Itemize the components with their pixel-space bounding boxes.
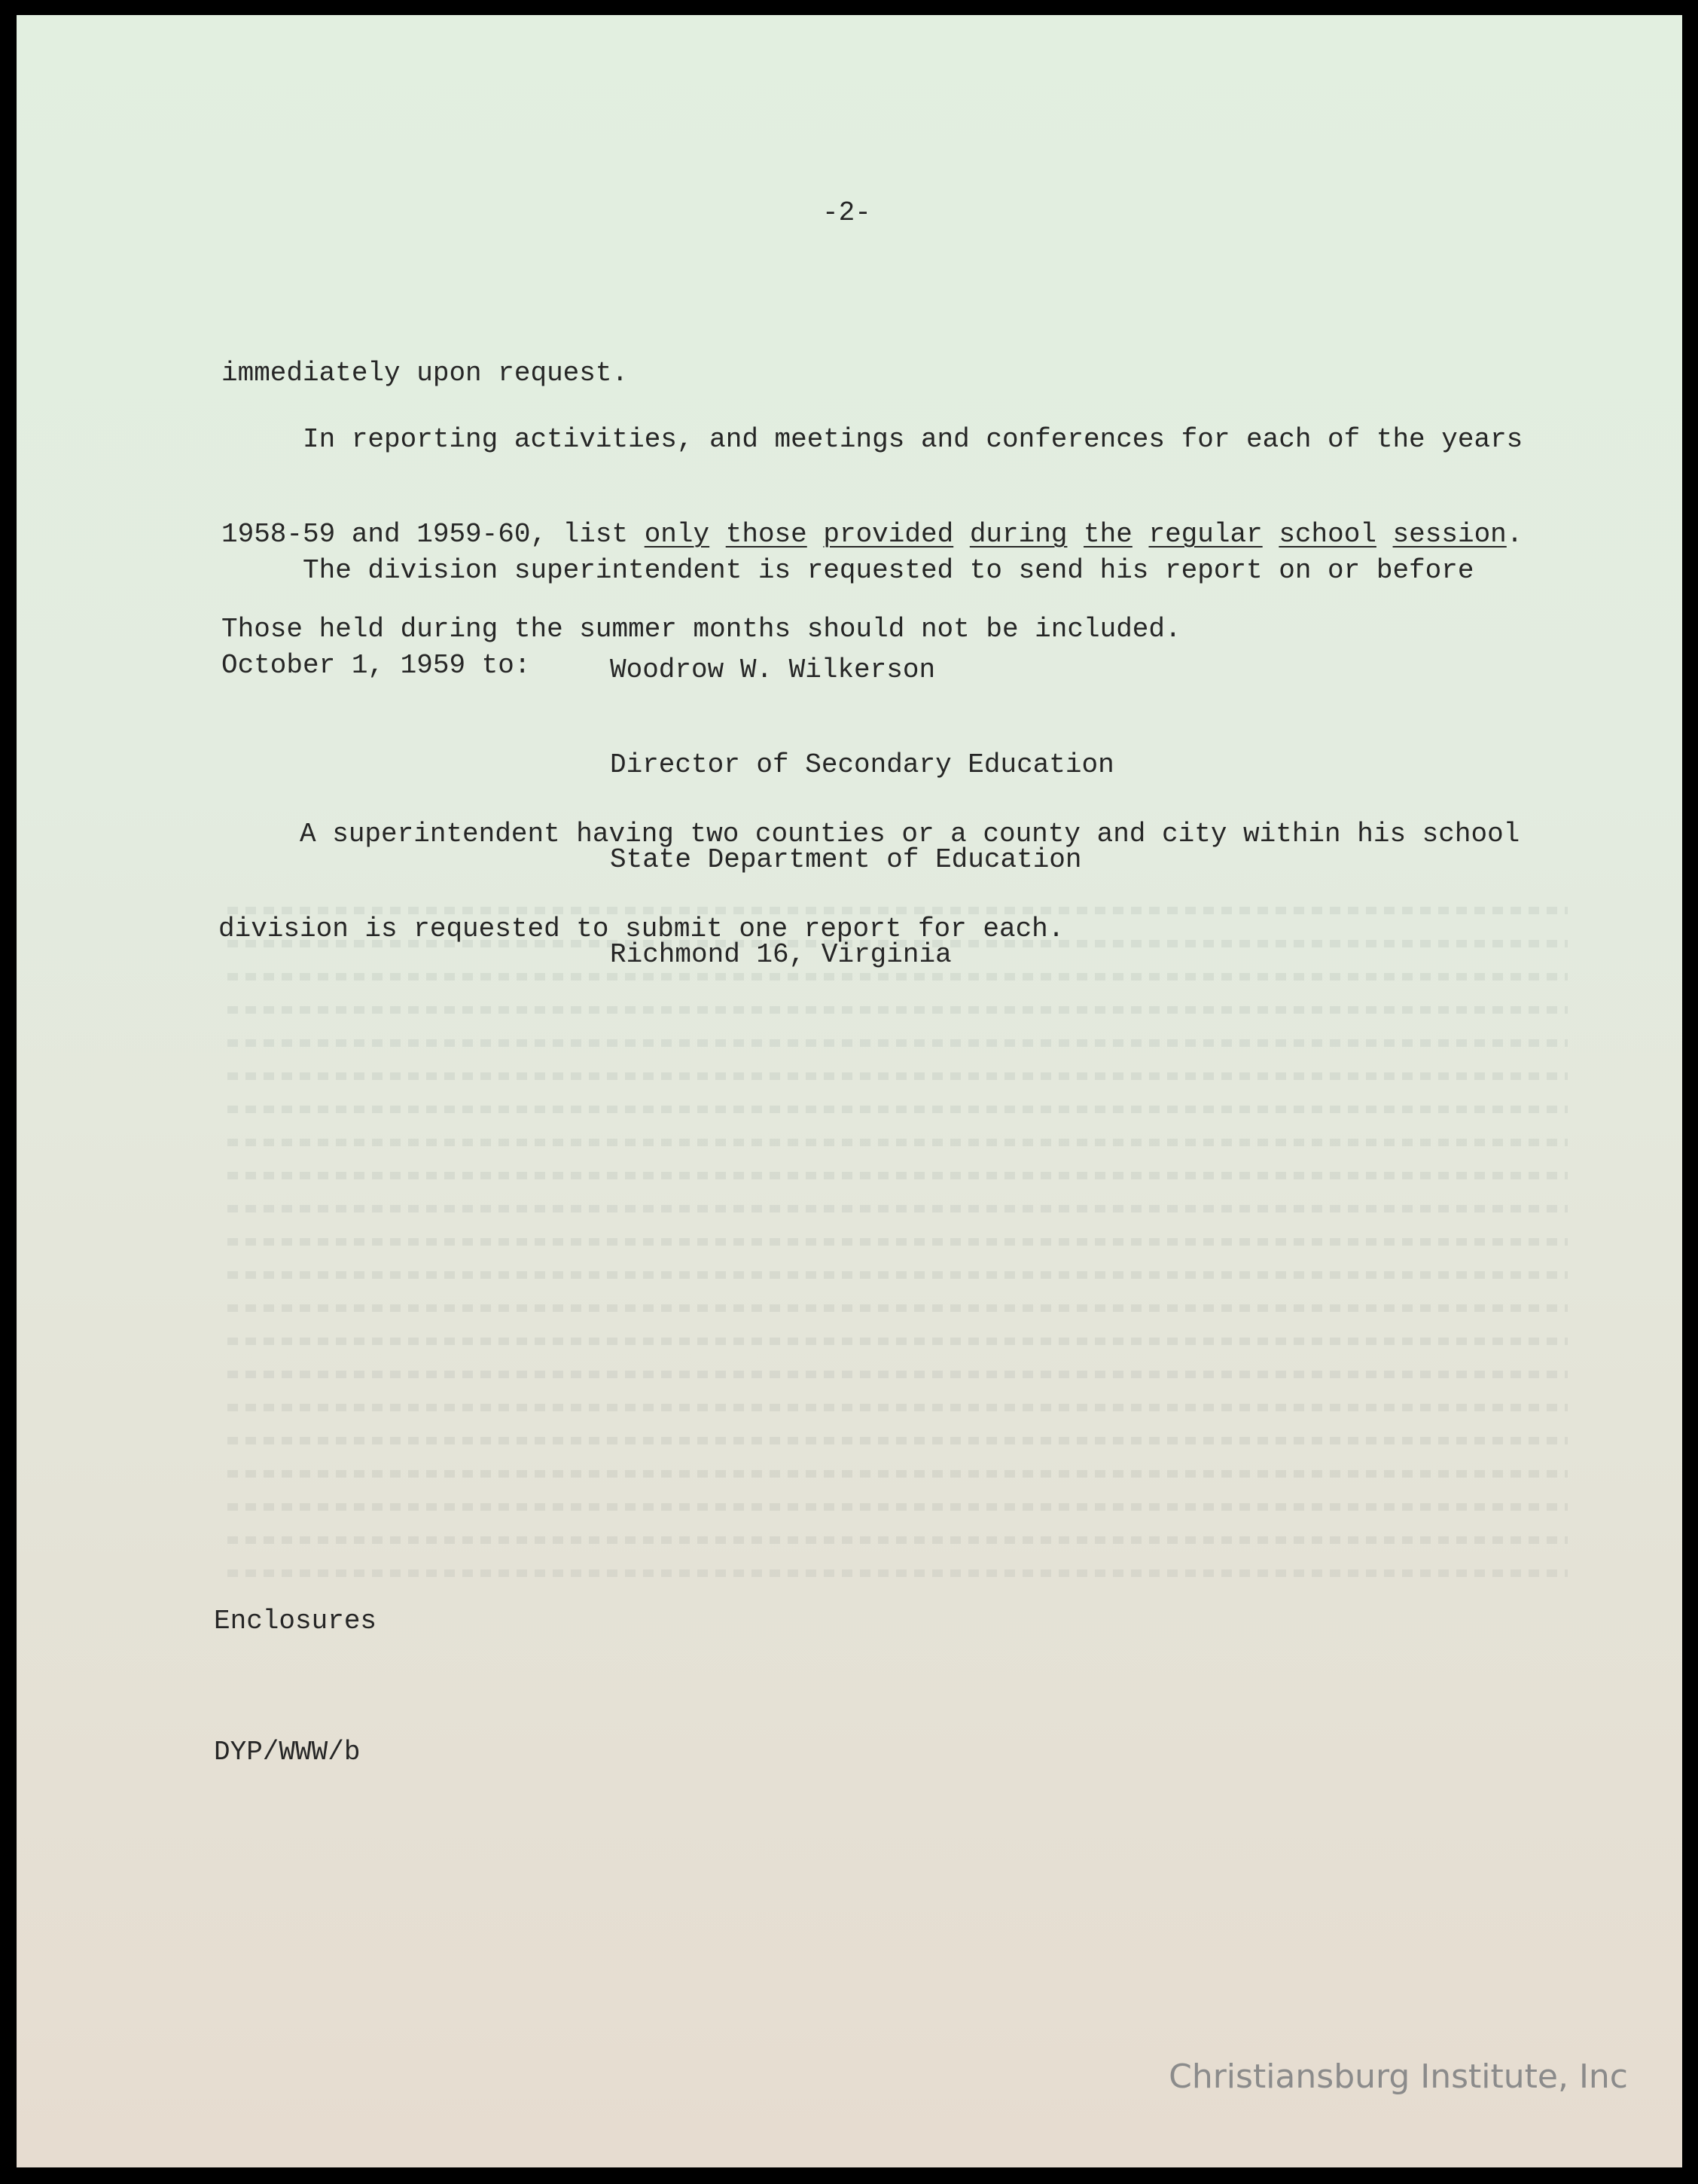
reference-initials: DYP/WWW/b <box>214 1737 361 1768</box>
underlined-word: those <box>725 519 807 550</box>
underlined-word: the <box>1084 519 1133 550</box>
bleed-through-text <box>227 881 1568 2011</box>
underlined-word: regular <box>1148 519 1263 550</box>
underlined-word: school <box>1279 519 1376 550</box>
paragraph-line: The division superintendent is requested to send his report on or before <box>221 555 1474 586</box>
paragraph-line: 1958-59 and 1959-60, list only those provided during the regular school session. <box>221 519 1523 550</box>
underlined-word: provided <box>823 519 954 550</box>
address-line: State Department of Education <box>610 844 1082 875</box>
paragraph-line: immediately upon request. <box>221 358 629 389</box>
underlined-word: during <box>969 519 1068 550</box>
paragraph-line: Those held during the summer months should not be included. <box>221 614 1181 645</box>
underlined-word: only <box>644 519 710 550</box>
watermark: Christiansburg Institute, Inc <box>1169 2057 1628 2096</box>
paragraph-line: In reporting activities, and meetings and conferences for each of the years <box>221 424 1523 455</box>
underlined-word: session <box>1392 519 1507 550</box>
page-number: -2- <box>822 197 871 228</box>
address-line: Director of Secondary Education <box>610 749 1114 780</box>
paragraph-line: October 1, 1959 to: <box>221 650 531 681</box>
paragraph-line: A superintendent having two counties or a county and city within his school <box>218 819 1520 850</box>
document-page <box>17 15 1682 2167</box>
address-line: Richmond 16, Virginia <box>610 939 952 970</box>
paragraph-line: division is requested to submit one report for each. <box>218 914 1065 944</box>
address-line: Woodrow W. Wilkerson <box>610 654 936 685</box>
paragraph-4 <box>218 756 1520 1008</box>
enclosures-note: Enclosures <box>214 1606 377 1636</box>
